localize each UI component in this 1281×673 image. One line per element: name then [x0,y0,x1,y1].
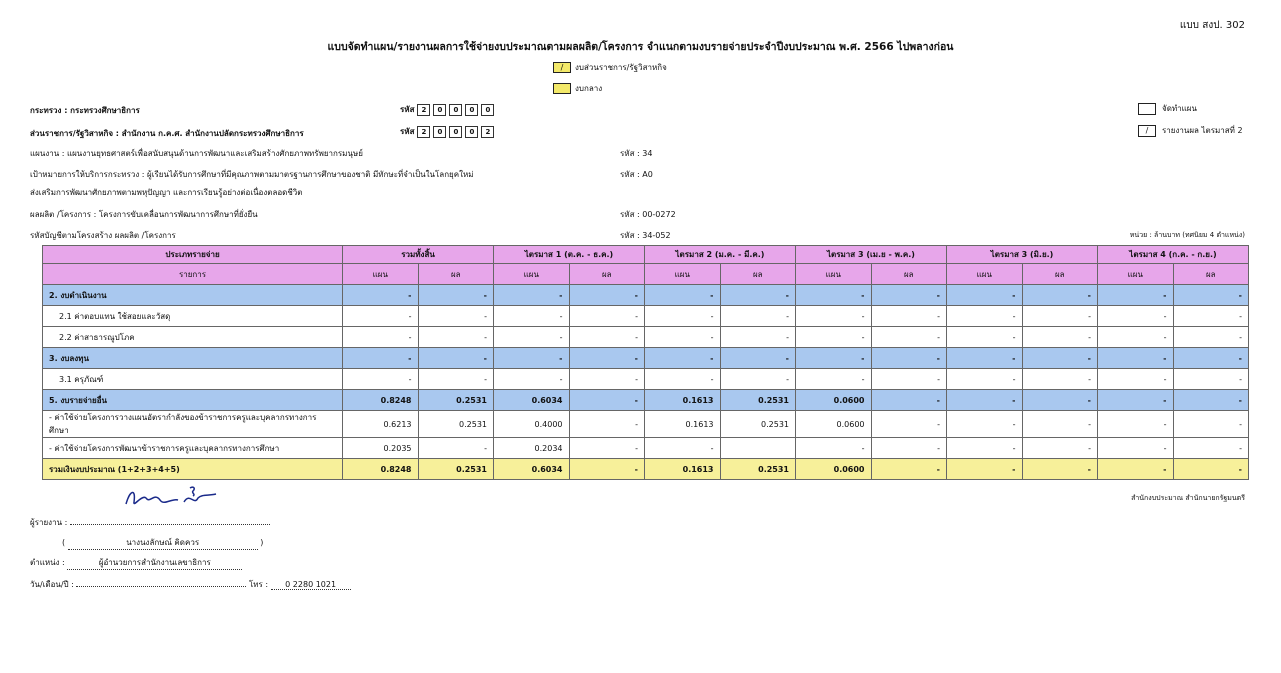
report-option-1[interactable]: / รายงานผล ไตรมาสที่ 2 [1138,124,1243,137]
sub-plan: แผน [947,264,1023,285]
info-row-4: รหัสบัญชีตามโครงสร้าง ผลผลิต /โครงการ [30,231,176,240]
cell-value: - [1173,285,1249,306]
budget-type-1[interactable]: งบกลาง [553,82,602,95]
cell-value: - [343,306,419,327]
cell-value: 0.6034 [494,390,570,411]
cell-value: - [569,285,645,306]
table-row [43,369,1249,390]
cell-value: - [871,327,947,348]
reporter-name-line: ( นางนงลักษณ์ คิดควร ) [62,536,263,550]
cell-value: - [1098,285,1174,306]
cell-value: - [871,306,947,327]
cell-value: - [871,411,947,438]
table-subheader-row [43,264,1249,285]
cell-value: - [645,306,721,327]
cell-value: - [720,369,796,390]
cell-value [720,438,796,459]
cell-value: - [1098,348,1174,369]
cell-value: - [1022,327,1098,348]
cell-value: - [871,285,947,306]
cell-value: - [1098,327,1174,348]
info-row-0-code: รหัส : 34 [620,149,653,158]
table-row [43,411,1249,438]
cell-value: - [1173,306,1249,327]
cell-value: - [1022,285,1098,306]
cell-value: - [569,348,645,369]
cell-value: 0.8248 [343,459,419,480]
cell-value: 0.4000 [494,411,570,438]
cell-value: 0.1613 [645,459,721,480]
ministry-label: กระทรวง : กระทรวงศึกษาธิการ [30,106,140,115]
cell-value: - [1173,390,1249,411]
cell-value: - [1098,390,1174,411]
cell-value: - [1022,369,1098,390]
cell-value: - [418,285,494,306]
table-row [43,390,1249,411]
cell-value: 0.6213 [343,411,419,438]
sub-plan: แผน [494,264,570,285]
cell-value: - [947,390,1023,411]
cell-value: - [1022,411,1098,438]
cell-value: - [1173,459,1249,480]
cell-value: - [1098,306,1174,327]
cell-value: - [418,306,494,327]
cell-value: - [645,327,721,348]
cell-value: - [418,369,494,390]
cell-value: - [796,285,872,306]
row-label: - ค่าใช้จ่ายโครงการพัฒนาข้าราชการครูและบุคลากรทางการศึกษา [43,438,343,459]
checkbox[interactable]: / [1138,125,1156,137]
cell-value: - [947,369,1023,390]
cell-value: 0.0600 [796,390,872,411]
table-row [43,348,1249,369]
cell-value: 0.0600 [796,411,872,438]
cell-value: - [1098,369,1174,390]
cell-value: - [720,348,796,369]
header-group: ไตรมาส 3 (มิ.ย.) [947,246,1098,264]
row-label: รวมเงินงบประมาณ (1+2+3+4+5) [43,459,343,480]
budget-type-0[interactable]: / งบส่วนราชการ/รัฐวิสาหกิจ [553,61,667,74]
table-row [43,306,1249,327]
cell-value: 0.6034 [494,459,570,480]
cell-value: 0.2531 [720,411,796,438]
info-row-3: ผลผลิต /โครงการ : โครงการขับเคลื่อนการพัฒนาการศึกษาที่ยั่งยืน [30,210,258,219]
sub-plan: แผน [343,264,419,285]
cell-value: 0.1613 [645,411,721,438]
report-option-0[interactable]: จัดทำแผน [1138,102,1197,115]
cell-value: - [569,459,645,480]
cell-value: - [947,459,1023,480]
header-group: ไตรมาส 3 (เม.ย - พ.ค.) [796,246,947,264]
table-row [43,285,1249,306]
sub-result: ผล [1173,264,1249,285]
sub-result: ผล [720,264,796,285]
cell-value: - [720,285,796,306]
info-row-3-code: รหัส : 00-0272 [620,210,676,219]
sub-result: ผล [569,264,645,285]
cell-value: - [645,369,721,390]
sub-plan: แผน [796,264,872,285]
phone-value: 0 2280 1021 [271,580,351,590]
table-row [43,459,1249,480]
ministry-code: รหัส 2 0 0 0 0 [400,103,494,116]
info-row-1-code: รหัส : A0 [620,170,653,179]
cell-value: - [343,327,419,348]
table-row [43,327,1249,348]
info-row-4-code: รหัส : 34-052 [620,231,671,240]
cell-value: - [418,348,494,369]
position-value: ผู้อำนวยการสำนักงานเลขาธิการ [67,556,242,570]
cell-value: - [494,327,570,348]
cell-value: - [1022,438,1098,459]
cell-value: 0.1613 [645,390,721,411]
cell-value: - [871,348,947,369]
form-code: แบบ สงป. 302 [1179,20,1245,31]
cell-value: - [569,369,645,390]
cell-value: - [1022,306,1098,327]
checkbox[interactable]: / [553,62,571,73]
position-line: ตำแหน่ง : ผู้อำนวยการสำนักงานเลขาธิการ [30,556,242,570]
info-row-1: เป้าหมายการให้บริการกระทรวง : ผู้เรียนได้รับการศึกษาที่มีคุณภาพตามมาตรฐานการศึกษาของชาติ มีทักษะที่จำเป็นในโลกยุคใหม่ [30,170,474,179]
header-item-sub: รายการ [43,264,343,285]
cell-value: - [343,369,419,390]
checkbox[interactable] [553,83,571,94]
checkbox[interactable] [1138,103,1156,115]
cell-value: 0.8248 [343,390,419,411]
sub-result: ผล [1022,264,1098,285]
unit-note: หน่วย : ล้านบาท (ทศนิยม 4 ตำแหน่ง) [1129,231,1245,239]
cell-value: - [418,438,494,459]
date-line: วัน/เดือน/ปี : โทร : 0 2280 1021 [30,578,351,591]
cell-value: - [1098,438,1174,459]
cell-value: - [1022,459,1098,480]
row-label: 5. งบรายจ่ายอื่น [43,390,343,411]
cell-value: - [947,327,1023,348]
cell-value: - [796,348,872,369]
cell-value: 0.2531 [720,459,796,480]
sub-result: ผล [418,264,494,285]
row-label: 2. งบดำเนินงาน [43,285,343,306]
row-label: 3. งบลงทุน [43,348,343,369]
budget-table [42,245,1249,480]
cell-value: - [796,438,872,459]
row-label: 2.2 ค่าสาธารณูปโภค [43,327,343,348]
cell-value: 0.2531 [418,411,494,438]
cell-value: - [796,369,872,390]
row-label: 3.1 ครุภัณฑ์ [43,369,343,390]
cell-value: - [645,285,721,306]
cell-value: 0.2531 [720,390,796,411]
cell-value: 0.0600 [796,459,872,480]
cell-value: - [871,438,947,459]
cell-value: - [871,390,947,411]
cell-value: - [343,285,419,306]
cell-value: - [1173,438,1249,459]
table-row [43,438,1249,459]
sub-result: ผล [871,264,947,285]
cell-value: 0.2531 [418,390,494,411]
header-group: ไตรมาส 1 (ต.ค. - ธ.ค.) [494,246,645,264]
cell-value: - [947,306,1023,327]
cell-value: - [569,390,645,411]
cell-value: - [494,285,570,306]
cell-value: - [1022,390,1098,411]
cell-value: 0.2035 [343,438,419,459]
cell-value: - [494,369,570,390]
sub-plan: แผน [1098,264,1174,285]
reporter-name: นางนงลักษณ์ คิดควร [68,536,258,550]
cell-value: - [1173,348,1249,369]
sub-plan: แผน [645,264,721,285]
cell-value: - [418,327,494,348]
cell-value: - [1173,411,1249,438]
cell-value: 0.2531 [418,459,494,480]
header-group: ไตรมาส 4 (ก.ค. - ก.ย.) [1098,246,1249,264]
cell-value: - [494,348,570,369]
cell-value: - [1098,459,1174,480]
cell-value: - [569,327,645,348]
info-row-0: แผนงาน : แผนงานยุทธศาสตร์เพื่อสนับสนุนด้านการพัฒนาและเสริมสร้างศักยภาพทรัพยากรมนุษย์ [30,149,363,158]
cell-value: - [645,348,721,369]
cell-value: - [720,306,796,327]
cell-value: - [343,348,419,369]
cell-value: - [1098,411,1174,438]
cell-value: - [1173,369,1249,390]
cell-value: - [947,438,1023,459]
cell-value: - [720,327,796,348]
cell-value: - [569,306,645,327]
cell-value: - [947,411,1023,438]
info-row-2: ส่งเสริมการพัฒนาศักยภาพตามพหุปัญญา และการเรียนรู้อย่างต่อเนื่องตลอดชีวิต [30,188,303,197]
header-group: ไตรมาส 2 (ม.ค. - มี.ค.) [645,246,796,264]
signature-image [120,484,220,514]
page-title: แบบจัดทำแผน/รายงานผลการใช้จ่ายงบประมาณตามผลผลิต/โครงการ จำแนกตามงบรายจ่ายประจำปีงบประมาณ พ.ศ. 2566 ไปพลางก่อน [327,41,954,53]
header-item: ประเภทรายจ่าย [43,246,343,264]
table-header-row [43,246,1249,264]
agency-label: ส่วนราชการ/รัฐวิสาหกิจ : สำนักงาน ก.ค.ศ. สำนักงานปลัดกระทรวงศึกษาธิการ [30,129,304,138]
footer-agency: สำนักงบประมาณ สำนักนายกรัฐมนตรี [1131,494,1245,502]
cell-value: - [569,438,645,459]
row-label: - ค่าใช้จ่ายโครงการวางแผนอัตรากำลังของข้าราชการครูและบุคลากรทางการศึกษา [43,411,343,438]
cell-value: - [871,459,947,480]
cell-value: 0.2034 [494,438,570,459]
header-group: รวมทั้งสิ้น [343,246,494,264]
cell-value: - [796,306,872,327]
cell-value: - [1173,327,1249,348]
row-label: 2.1 ค่าตอบแทน ใช้สอยและวัสดุ [43,306,343,327]
cell-value: - [1022,348,1098,369]
cell-value: - [871,369,947,390]
cell-value: - [645,438,721,459]
cell-value: - [569,411,645,438]
cell-value: - [947,348,1023,369]
cell-value: - [947,285,1023,306]
reporter-line: ผู้รายงาน : [30,516,270,529]
agency-code: รหัส 2 0 0 0 2 [400,125,494,138]
cell-value: - [494,306,570,327]
cell-value: - [796,327,872,348]
